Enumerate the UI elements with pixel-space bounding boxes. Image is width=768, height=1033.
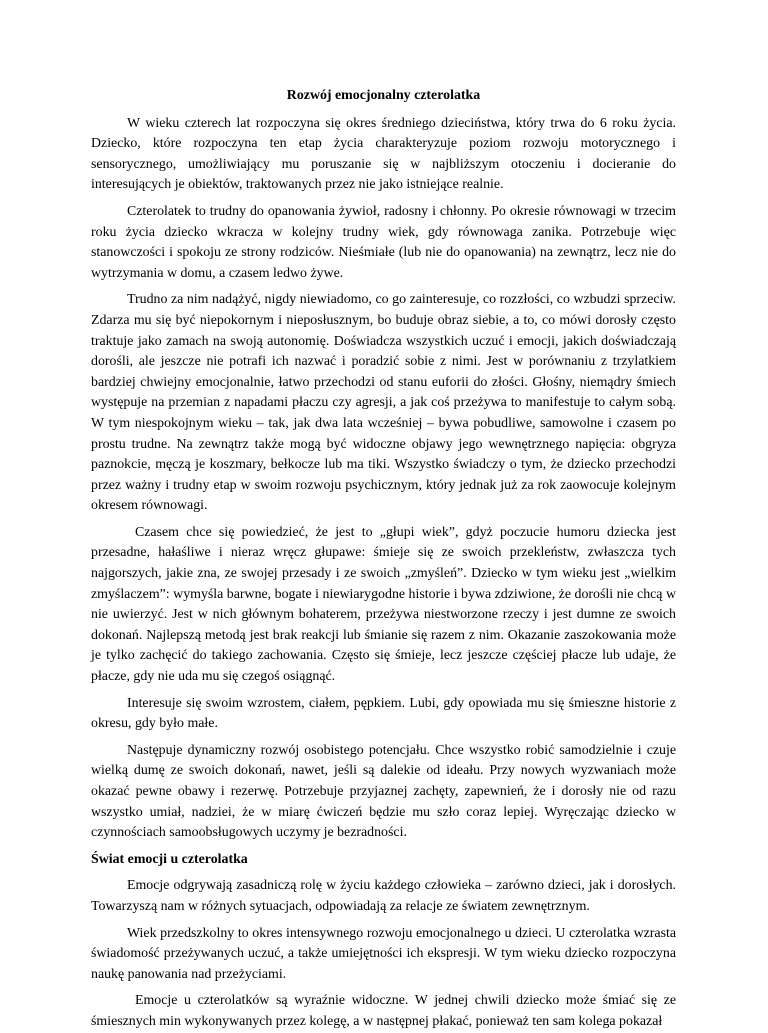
paragraph: Czasem chce się powiedzieć, że jest to „głupi wiek”, gdyż poczucie humoru dziecka jest przesadne, hałaśliwe i nieraz wręcz głupawe: śmieje się ze swoich przekleństw, zwłaszcza tych najgorszych, jakie zna, ze swojej przesady i ze swoich „zmyśleń”. Dziecko w tym wieku jest „wielkim zmyślaczem”: wymyśla barwne, bogate i niewiarygodne historie i bywa zdziwione, że dorośli nie chcą w nie uwierzyć. Jest w nich głównym bohaterem, przeżywa niestworzone rzeczy i jest dumne ze swoich dokonań. Najlepszą metodą jest brak reakcji lub śmianie się razem z nim. Okazanie zaszokowania może je tylko zachęcić do takiego zachowania. Często się śmieje, lecz jeszcze częściej płacze lub udaje, że płacze, gdy nie uda mu się czegoś osiągnąć. <box>91 524 676 685</box>
paragraph: Trudno za nim nadążyć, nigdy niewiadomo, co go zainteresuje, co rozzłości, co wzbudzi sprzeciw. Zdarza mu się być niepokornym i nieposłusznym, bo buduje obraz siebie, a to, co mówi dorosły często traktuje jako zamach na swoją autonomię. Doświadcza wszystkich uczuć i emocji, jakich doświadczają dorośli, ale jeszcze nie potrafi ich nazwać i poradzić sobie z nimi. Jest w porównaniu z trzylatkiem bardziej chwiejny emocjonalnie, łatwo przechodzi od stanu euforii do złości. Głośny, niemądry śmiech występuje na przemian z napadami płaczu czy agresji, a jak coś przeżywa to manifestuje to całym sobą. W tym niespokojnym wieku – tak, jak dwa lata wcześniej – bywa pobudliwe, samowolne i czasem po prostu trudne. Na zewnątrz także mogą być widoczne objawy jego wewnętrznego napięcia: obgryza paznokcie, męczą je koszmary, bełkocze lub ma tiki. Wszystko świadczy o tym, że dziecko przechodzi przez ważny i trudny etap w swoim rozwoju psychicznym, który jednak już za rok zaowocuje kolejnym okresem równowagi. <box>91 292 676 514</box>
paragraph: Emocje odgrywają zasadniczą rolę w życiu każdego człowieka – zarówno dzieci, jak i dorosłych. Towarzyszą nam w różnych sytuacjach, odpowiadają za relacje ze światem zewnętrznym. <box>91 878 676 914</box>
paragraph: Emocje u czterolatków są wyraźnie widoczne. W jednej chwili dziecko może śmiać się ze śmiesznych min wykonywanych przez kolegę, a w następnej płakać, ponieważ ten sam kolega pokazał <box>91 993 676 1029</box>
paragraph: Następuje dynamiczny rozwój osobistego potencjału. Chce wszystko robić samodzielnie i czuje wielką dumę ze swoich dokonań, nawet, jeśli są dalekie od ideału. Przy nowych wyzwaniach może okazać pewne obawy i rezerwę. Potrzebuje przyjaznej zachęty, zapewnień, że i dorosły nie od razu wszystko umiał, nadziei, że w miarę ćwiczeń będzie mu szło coraz lepiej. Wyręczając dziecko w czynnościach samoobsługowych uczymy je bezradności. <box>91 742 676 841</box>
paragraph: Czterolatek to trudny do opanowania żywioł, radosny i chłonny. Po okresie równowagi w trzecim roku życia dziecko wkracza w kolejny trudny wiek, gdy równowaga zanika. Potrzebuje więc stanowczości i spokoju ze strony rodziców. Nieśmiałe (lub nie do opanowania) na zewnątrz, lecz nie do wytrzymania w domu, a czasem ledwo żywe. <box>91 203 676 281</box>
paragraph: Interesuje się swoim wzrostem, ciałem, pępkiem. Lubi, gdy opowiada mu się śmieszne historie z okresu, gdy było małe. <box>91 695 676 732</box>
paragraph: W wieku czterech lat rozpoczyna się okres średniego dzieciństwa, który trwa do 6 roku życia. Dziecko, które rozpoczyna ten etap życia charakteryzuje poziom rozwoju motorycznego i sensorycznego, umożliwiający mu poruszanie się w najbliższym otoczeniu i docieranie do interesujących je obiektów, traktowanych przez nie jako istniejące realnie. <box>91 115 676 193</box>
document-title: Rozwój emocjonalny czterolatka <box>286 88 481 103</box>
section-heading: Świat emocji u czterolatka <box>91 851 248 867</box>
paragraph: Wiek przedszkolny to okres intensywnego rozwoju emocjonalnego u dzieci. U czterolatka wzrasta świadomość przeżywanych uczuć, a także umiejętności ich ekspresji. W tym wieku dziecko rozpoczyna naukę panowania nad przeżyciami. <box>91 925 676 982</box>
